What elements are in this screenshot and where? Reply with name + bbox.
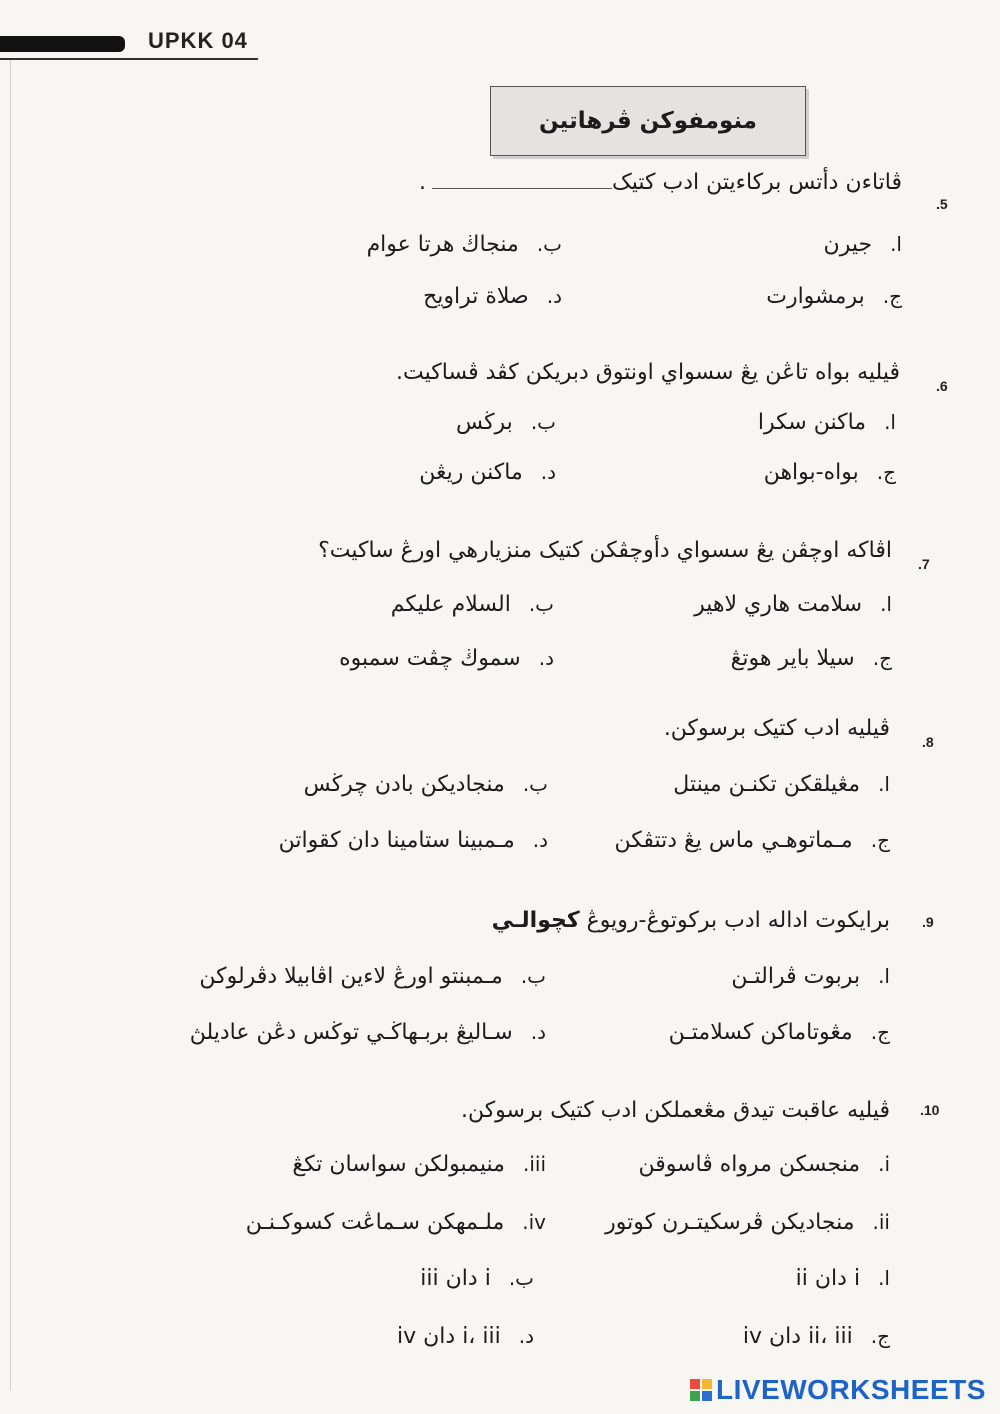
question-6-number: .6	[936, 378, 948, 394]
q6-option-b[interactable]: ب. برڬس	[456, 410, 556, 435]
question-10-number: .10	[920, 1102, 940, 1118]
q6-option-a[interactable]: ا. ماکنن سکرا	[757, 410, 896, 435]
q10-statement-iv: iv. ملـمهکن سـماڠت کسوکـنـن	[245, 1210, 546, 1235]
q10-option-b[interactable]: ب. i دان iii	[420, 1266, 534, 1291]
q10-option-c[interactable]: ج. ii، iii دان iv	[742, 1324, 890, 1349]
q8-option-c[interactable]: ج. مـماتوهـي ماس يڠ دتتڤکن	[614, 828, 890, 853]
q10-option-a[interactable]: ا. i دان ii	[795, 1266, 890, 1291]
emphasis-word: کچوالـي	[491, 908, 580, 933]
question-10-text: ڤيليه عاقبت تيدق مڠعملکن ادب کتيک برسوکن.	[460, 1098, 890, 1123]
q10-statement-ii: ii. منجاديکن ڤرسکيتـرن کوتور	[605, 1210, 890, 1235]
top-black-bar	[0, 36, 125, 52]
question-8-text: ڤيليه ادب کتيک برسوکن.	[663, 716, 890, 741]
question-5-number: .5	[936, 196, 948, 212]
q7-option-b[interactable]: ب. السلام عليکم	[390, 592, 554, 617]
q7-option-d[interactable]: د. سموڬ چڤت سمبوه	[339, 646, 554, 671]
question-9-text: برايکوت اداله ادب برکوتوڠ-رويوڠ کچوالـي	[491, 908, 890, 933]
question-9-number: .9	[922, 914, 934, 930]
question-5-text: ڤاتاءن دأتس برکاءيتن ادب کتيک.	[419, 170, 902, 195]
q9-option-c[interactable]: ج. مڠوتاماکن کسلامتـن	[668, 1020, 890, 1045]
q5-option-c[interactable]: ج. برمشوارت	[766, 284, 902, 309]
q10-option-d[interactable]: د. i، iii دان iv	[396, 1324, 534, 1349]
header-rule	[0, 58, 258, 60]
question-7-text: اڤاکه اوچڤن يڠ سسواي دأوچڤکن کتيک منزيارهي اورڠ ساکيت؟	[318, 538, 892, 563]
q7-option-c[interactable]: ج. سيلا باير هوتڠ	[730, 646, 892, 671]
q9-option-d[interactable]: د. سـاليڠ بربـهاڬـي توڬس دڠن عاديلڽ	[189, 1020, 546, 1045]
q6-option-d[interactable]: د. ماکنن ريڠن	[419, 460, 556, 485]
q9-option-a[interactable]: ا. بربوت ڤرالتـن	[731, 964, 890, 989]
q7-option-a[interactable]: ا. سلامت هاري لاهير	[694, 592, 892, 617]
section-title: منومفوکن ڤرهاتين	[490, 86, 806, 156]
page-edge-line	[10, 60, 11, 1390]
answer-blank[interactable]	[432, 188, 612, 189]
question-7-number: .7	[918, 556, 930, 572]
q5-option-d[interactable]: د. صلاة تراويح	[423, 284, 562, 309]
brand-grid-icon	[690, 1379, 712, 1401]
q8-option-a[interactable]: ا. مڠيلقکن تکنـن مينتل	[673, 772, 890, 797]
q5-option-b[interactable]: ب. منجاڬ هرتا عوام	[366, 232, 562, 257]
question-6-text: ڤيليه بواه تاڠن يڠ سسواي اونتوق دبريکن کڤد ڤساکيت.	[396, 360, 900, 385]
q8-option-b[interactable]: ب. منجاديکن بادن چرڬس	[303, 772, 548, 797]
q10-statement-i: i. منجسکن مرواه ڤاسوقن	[638, 1152, 890, 1177]
paper-code: UPKK 04	[148, 28, 248, 53]
question-8-number: .8	[922, 734, 934, 750]
q6-option-c[interactable]: ج. بواه-بواهن	[763, 460, 896, 485]
liveworksheets-logo[interactable]	[690, 1374, 986, 1406]
q5-option-a[interactable]: ا. جيرن	[823, 232, 902, 257]
q10-statement-iii: iii. منيمبولکن سواسان تکڠ	[292, 1152, 546, 1177]
brand-text: LIVEWORKSHEETS	[716, 1374, 986, 1405]
q8-option-d[interactable]: د. مـمبينا ستامينا دان کقواتن	[278, 828, 548, 853]
q9-option-b[interactable]: ب. مـمبنتو اورڠ لاءين اڤابيلا دڤرلوکن	[199, 964, 546, 989]
